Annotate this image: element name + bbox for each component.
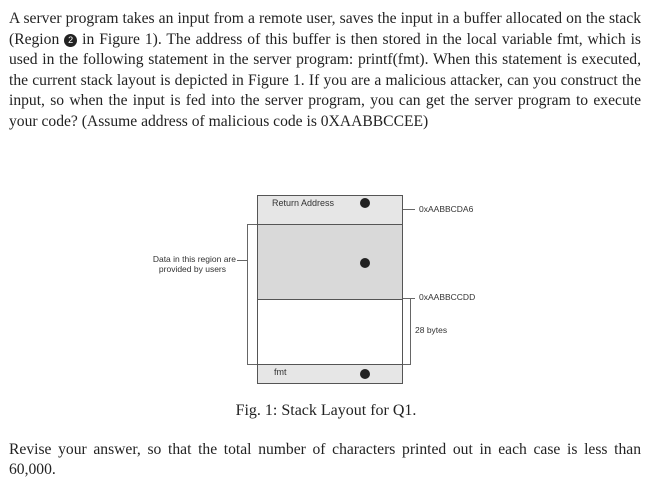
bytes-label: 28 bytes [415, 325, 448, 335]
stack-row-fmt [257, 364, 403, 384]
address-top-label: 0xAABBCDA6 [419, 204, 474, 214]
bytes-bracket-bottom [403, 364, 411, 365]
left-annotation [138, 254, 236, 274]
region-1-marker-icon [360, 198, 370, 208]
question-paragraph [9, 9, 641, 133]
fmt-label: fmt [274, 367, 287, 377]
region-2-marker-icon [360, 258, 370, 268]
left-annotation-line1: Data in this region are [152, 254, 236, 264]
region-3-marker-icon [360, 369, 370, 379]
bracket-connector [237, 260, 247, 261]
address-top-pointer [403, 209, 415, 210]
return-address-label: Return Address [272, 198, 335, 208]
left-annotation-line2: provided by users [158, 264, 226, 274]
stack-row-return-address [257, 195, 403, 224]
followup-paragraph: Revise your answer, so that the total number of characters printed out in each case is less than 60,000. [9, 441, 641, 478]
bracket-bottom [247, 364, 257, 365]
address-mid-pointer [403, 298, 415, 299]
address-mid-label: 0xAABBCCDD [419, 292, 476, 302]
question-text-after: in Figure 1). The address of this buffer is then stored in the local variable fmt, which is used in the following statement in the server program: printf(fmt). When this statement is executed, the current stack layout is depicted in Figure 1. If you are a malicious attacker, can you construct the input, so when the input is fed into the server program, you can get the server program to execute your code? (Assume address of malicious code is 0XAABBCCEE) [9, 30, 641, 130]
bytes-bracket [410, 299, 411, 364]
bracket-line [247, 224, 248, 364]
stack-row-middle [257, 224, 403, 299]
question-text-before: A server program takes an input from a remote user, saves the input in a buffer allocated on the stack (Region [9, 10, 641, 48]
stack-row-buffer [257, 299, 403, 364]
region-marker-icon: 2 [64, 34, 77, 47]
figure-caption: Fig. 1: Stack Layout for Q1. [235, 402, 417, 419]
bracket-top [247, 224, 257, 225]
